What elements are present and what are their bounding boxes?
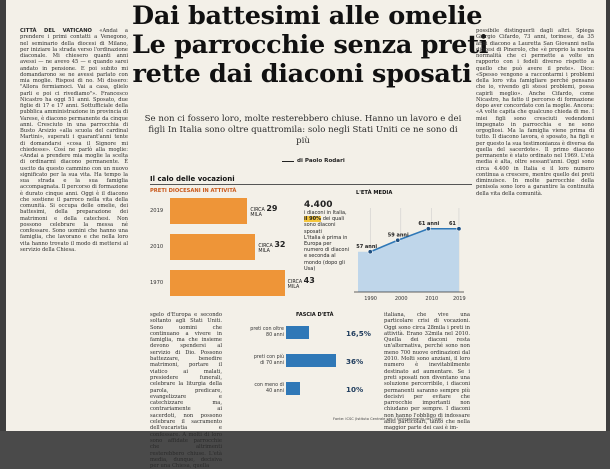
right-article-column (476, 28, 594, 428)
eta-tick-label: 1990 (364, 296, 377, 302)
fascia-row-label: preti con più di 70 anni (253, 355, 284, 366)
fascia-value-label: 16,5% (346, 329, 371, 338)
eta-point (368, 250, 372, 254)
fascia-value-label: 36% (346, 357, 364, 366)
preti-year-label: 1970 (150, 280, 164, 286)
eta-point (426, 227, 430, 231)
newspaper-page (6, 0, 606, 469)
right-page-edge (606, 0, 610, 431)
eta-point-label: 61 (448, 220, 456, 227)
eta-point-label: 59 anni (387, 232, 409, 239)
fascia-row-label: con meno di 40 anni (254, 383, 284, 394)
headline-line-1: Dai battesimi alle omelie (132, 1, 483, 31)
fascia-bar (286, 382, 300, 395)
diaconi-rest: dei quali sono diaconi sposati (304, 216, 345, 235)
mid-column-right-text: italiana, che vive una particolare crisi di vocazioni. Oggi sono circa 28mila i preti in attività. Erano 32mila nel 2010. Quella dei diaconi resta un'alternativa, perché sono non meno 700 nuove ordinazioni dal 2010. Molti sono anziani, il loro numero è inevitabilmente destinato ad aumentare. Se i preti sposati non diventano una soluzione percorribile, i diaconi permanenti saranno sempre più decisivi per evitare che parrocchie importanti non chiudano per sempre. I diaconi non hanno l'obbligo di indossare abiti particolari, tanto che nella maggior parte dei casi è im- (384, 312, 470, 432)
infographic-title: Il calo delle vocazioni (150, 175, 235, 183)
preti-value-label: CIRCA 32 MILA (258, 240, 286, 254)
preti-year-label: 2019 (150, 208, 164, 214)
preti-value-label: CIRCA 29 MILA (250, 204, 278, 218)
byline: di Paolo Rodari (297, 158, 345, 164)
fascia-bar (286, 354, 336, 367)
dateline: CITTÀ DEL VATICANO (20, 28, 92, 34)
fascia-value-label: 10% (346, 385, 364, 394)
eta-tick-label: 2010 (425, 296, 439, 302)
preti-chart-title: PRETI DIOCESANI IN ATTIVITÀ (150, 188, 237, 194)
source-note: Fonte: ICSC (Istituto Centrale per il Sostentamento del Clero) (333, 417, 443, 421)
eta-tick-label: 2000 (394, 296, 408, 302)
mid-column-left (150, 312, 222, 469)
eta-chart-title: L'ETÀ MEDIA (356, 190, 393, 196)
diaconi-line-1: i diaconi in Italia, (304, 210, 347, 216)
eta-point-label: 61 anni (418, 220, 440, 227)
diaconi-number: 4.400 (304, 200, 333, 210)
fascia-row-label: preti con oltre 80 anni (250, 327, 284, 338)
fascia-bar (286, 326, 309, 339)
eta-point (457, 227, 461, 231)
mid-column-left-text: sgelo d'Europa e secondo soltanto agli Stati Uniti. Sono uomini che continuano a vivere in famiglia, ma che insieme devono spendersi al servizio di Dio. Possono battezzare, benedire matrimoni, portare il viatico ai malati, presiedere funerali, celebrare la liturgia della parola, predicare, evangelizzare e catechizzare ma, contrariamente ai sacerdoti, non possono celebrare il sacramento dell'eucaristia e confessare. A molti di loro sono affidate parrocchie che altrimenti resterebbero chiuse. L'età media, dunque, decisiva per una Chiesa, quella (150, 312, 222, 469)
fascia-chart-title: FASCIA D'ETÀ (296, 312, 334, 318)
subheadline: Se non ci fossero loro, molte resterebbero chiuse. Hanno un lavoro e dei figli In Italia sono oltre quattromila: solo negli Stati Uniti ce ne sono di più (144, 114, 462, 146)
eta-point-label: 57 anni (356, 243, 378, 250)
headline-line-2: Le parrocchie senza preti (132, 30, 489, 60)
diaconi-line-3: L'Italia è prima in Europa per numero di diaconi e seconda al mondo (dopo gli Usa) (304, 234, 350, 272)
eta-tick-label: 2019 (452, 296, 466, 302)
preti-year-label: 2010 (150, 244, 164, 250)
preti-value-label: CIRCA 43 MILA (287, 276, 315, 290)
diaconi-pct: il 90% (304, 216, 322, 223)
mid-column-right (384, 312, 470, 432)
headline-line-3: rette dai diaconi sposati (132, 59, 472, 89)
eta-point (396, 238, 400, 242)
right-column-text: possibile distinguerli dagli altri. Spiega Giorgio Cifardo, 73 anni, torinese, da 35 anni diacono a Lauretta San Giovanni nella diocesi di Pinerolo, che «è proprio la nostra normalità che ci permette a volte un rapporto con i fedeli diverso rispetto a quello che può avere il prete». Dice: «Spesso vengono a raccontarmi i problemi della loro vita famigliare perché pensano che io, vivendo gli stessi problemi, possa capirli meglio». Anche Cifardo, come Nicastro, ha fatto il percorso di formazione dopo aver concordato con la moglie. Ancora: «A volte capita che qualcuno chieda di me. I miei figli sono cresciuti vedendomi impegnato in parrocchia e ne sono orgogliosi. Ma la famiglia viene prima di tutto. Il diacono lavora, è sposato, ha figli e per questo la sua testimonianza è diversa da quella del sacerdote». Il primo diacono permanente è stato ordinato nel 1969. L'età media è alta, oltre sessant'anni. Oggi sono circa 4.400 in Italia e il loro numero continua a crescere, mentre quello dei preti diminuisce. In molte parrocchie della penisola sono loro a garantire la continuità della vita della comunità. (476, 28, 594, 197)
left-column-text: «Andai a prendere i primi contatti a Venegono, nel seminario della diocesi di Milano, per iniziare la strada verso l'ordinazione diaconale. Mi chiesero quanti anni avessi — ne avevo 45 — e quando sarei andato in pensione. E poi subito mi domandarono se ne avessi parlato con mia moglie. Risposi di no. Mi dissero: "Allora fermiamoci. Vai a casa, glielo parli e poi ci rivediamo"». Francesco Nicastro ha oggi 51 anni. Sposato, due figlie di 17 e 17 anni. Sottufficiale della pubblica amministrazione in provincia di Varese, è diacono permanente da cinque anni. Cresciuto in una parrocchia di Busto Arsizio «alla scuola del cardinal Martini», superati i quarant'anni tente di domandarsi «cosa il Signore mi chiedesse». Così ne parlò alla moglie: «Andai a prendere mia moglie la scelta di ordinarmi diacono permanente. È uscito da questo cammino con un nuovo significato per la sua vita. Ha tempo la sua strada e la sua famiglia accompagnata. Il percorso di formazione è durato cinque anni. Oggi è il diacono che sostiene il parroco nella vita della comunità. Si occupa delle omelie, dei battesimi, della preparazione dei matrimoni e della catechesi. Non possono celebrare la messa né confessare. Sono uomini che hanno una famiglia, che lavorano e che nella loro vita hanno trovato il modo di mettersi al servizio della Chiesa. (20, 28, 128, 253)
